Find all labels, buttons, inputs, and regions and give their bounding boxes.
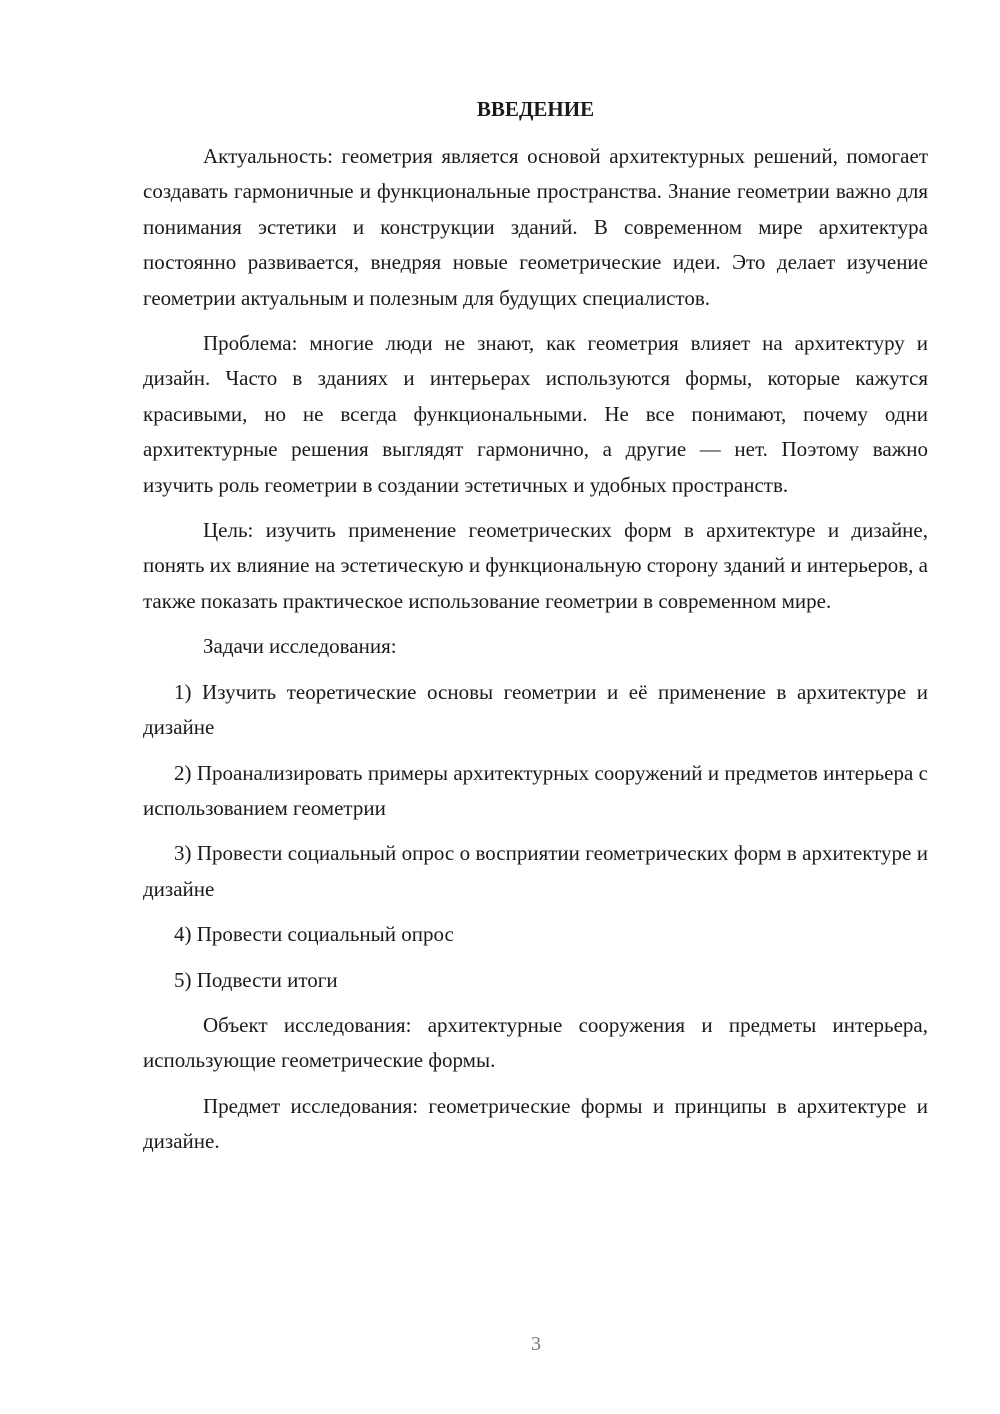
task-item-5: 5) Подвести итоги xyxy=(174,967,338,992)
task-item-4: 4) Провести социальный опрос xyxy=(174,922,454,947)
tasks-heading: Задачи исследования: xyxy=(203,634,397,659)
goal-paragraph: Цель: изучить применение геометрических форм в архитектуре и дизайне, понять их влияние на эстетическую и функциональную сторону зданий и интерьеров, а также показать практическое использование геометрии в современном мире. xyxy=(143,518,928,613)
problem-paragraph: Проблема: многие люди не знают, как геометрия влияет на архитектуру и дизайн. Часто в зданиях и интерьерах используются формы, которые кажутся красивыми, но не всегда функциональными. Не все понимают, почему одни архитектурные решения выглядят гармонично, а другие — нет. Поэтому важно изучить роль геометрии в создании эстетичных и удобных пространств. xyxy=(143,331,928,497)
task-item-1: 1) Изучить теоретические основы геометрии и её применение в архитектуре и дизайне xyxy=(143,679,928,740)
subject-paragraph: Предмет исследования: геометрические формы и принципы в архитектуре и дизайне. xyxy=(143,1093,928,1154)
object-paragraph: Объект исследования: архитектурные сооружения и предметы интерьера, использующие геометрические формы. xyxy=(143,1012,928,1073)
section-title: ВВЕДЕНИЕ xyxy=(476,97,595,121)
page-number: 3 xyxy=(531,1333,541,1355)
task-item-2: 2) Проанализировать примеры архитектурных сооружений и предметов интерьера с использованием геометрии xyxy=(143,760,928,820)
document-page xyxy=(143,92,928,1170)
relevance-paragraph: Актуальность: геометрия является основой архитектурных решений, помогает создавать гармоничные и функциональные пространства. Знание геометрии важно для понимания эстетики и конструкции зданий. В современном мире архитектура постоянно развивается, внедряя новые геометрические идеи. Это делает изучение геометрии актуальным и полезным для будущих специалистов. xyxy=(143,144,928,310)
task-item-3: 3) Провести социальный опрос о восприятии геометрических форм в архитектуре и дизайне xyxy=(143,841,928,901)
